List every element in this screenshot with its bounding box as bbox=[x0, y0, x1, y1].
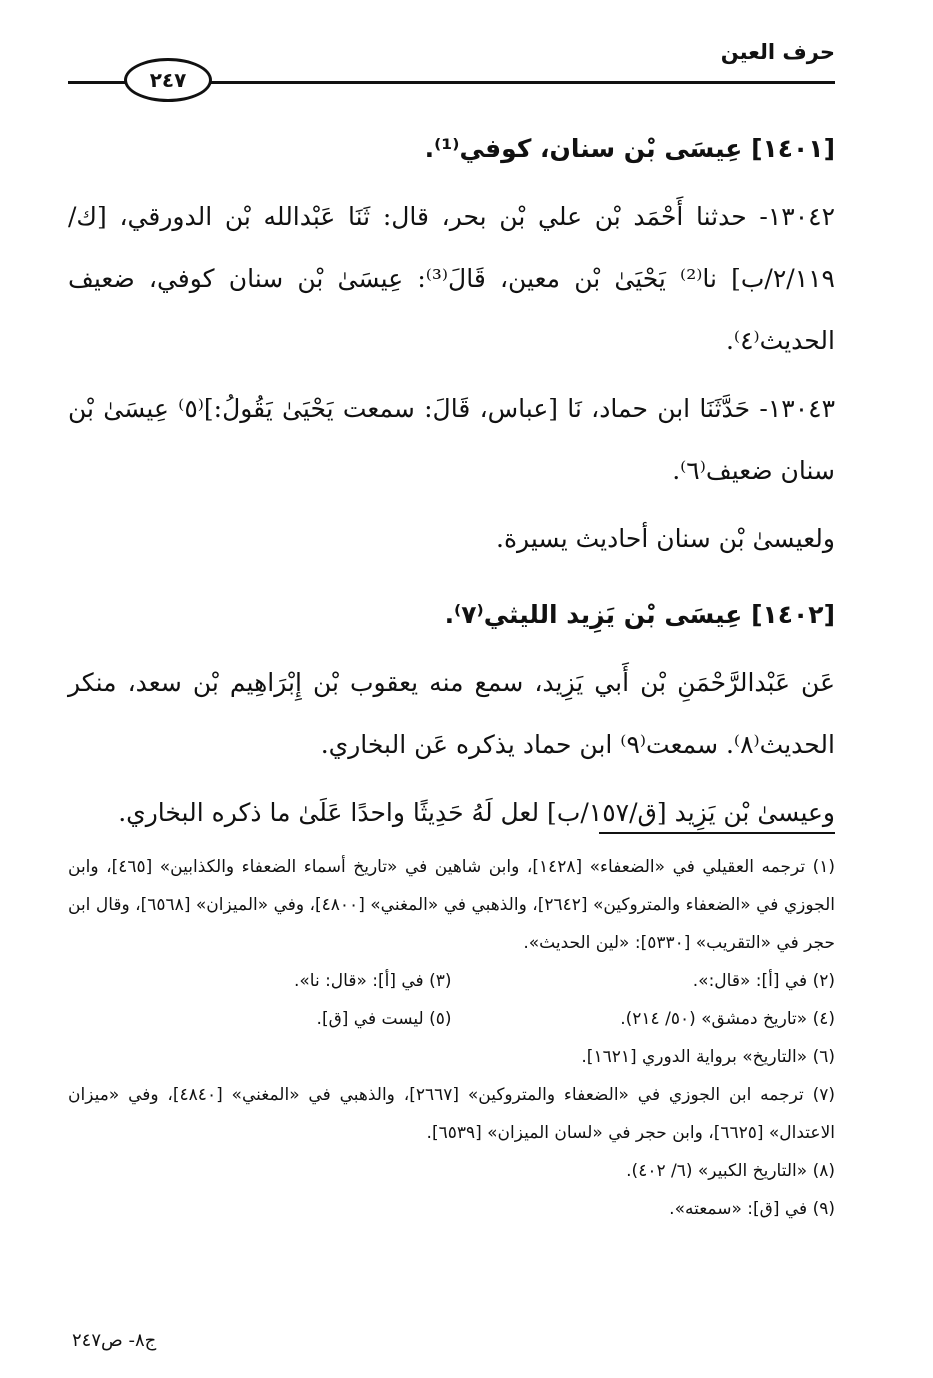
main-text bbox=[68, 118, 835, 844]
footnote-1: (١) ترجمه العقيلي في «الضعفاء» [١٤٢٨]، وابن شاهين في «تاريخ أسماء الضعفاء والكذابين» [٤٦٥]، وابن الجوزي في «الضعفاء والمتروكين» [٢٦٤٢]، والذهبي في «المغني» [٤٨٠٠]، وفي «الميزان» [٦٥٦٨]، وقال ابن حجر في «التقريب» [٥٣٣٠]: «لين الحديث». bbox=[68, 857, 835, 953]
footnote-row-2-3 bbox=[68, 962, 835, 1000]
narration-13043: ١٣٠٤٣- حَدَّثَنَا ابن حماد، نَا [عباس، قَالَ: سمعت يَحْيَىٰ يَقُولُ:]⁽٥⁾ عِيسَىٰ بْن سنان ضعيف⁽٦⁾. bbox=[68, 394, 835, 485]
footnote-5: (٥) ليست في [ق]. bbox=[316, 1009, 452, 1029]
volume-page-reference: ج٨- ص٢٤٧ bbox=[72, 1330, 157, 1351]
entry-note-1401: ولعيسىٰ بْن سنان أحاديث يسيرة. bbox=[496, 524, 835, 553]
page-number: ٢٤٧ bbox=[149, 68, 187, 92]
footnote-8: (٨) «التاريخ الكبير» (٦/ ٤٠٢). bbox=[626, 1161, 835, 1181]
entry-note-1402: وعيسىٰ بْن يَزِيد [ق/١٥٧/ب] لعل لَهُ حَدِيثًا واحدًا عَلَىٰ ما ذكره البخاري. bbox=[118, 798, 835, 827]
footnote-6: (٦) «التاريخ» برواية الدوري [١٦٢١]. bbox=[581, 1047, 835, 1067]
entry-heading-1401: [١٤٠١] عِيسَى بْن سنان، كوفي⁽¹⁾. bbox=[424, 134, 835, 163]
footnote-rule bbox=[599, 832, 835, 834]
section-header-title: حرف العين bbox=[720, 40, 835, 64]
footnote-9: (٩) في [ق]: «سمعته». bbox=[669, 1199, 835, 1219]
footnote-row-4-5 bbox=[68, 1000, 835, 1038]
entry-text-1402: عَن عَبْدالرَّحْمَنِ بْن أَبي يَزِيد، سمع منه يعقوب بْن إِبْرَاهِيم بْن سعد، منكر الحديث⁽٨⁾. سمعت⁽٩⁾ ابن حماد يذكره عَن البخاري. bbox=[68, 668, 835, 759]
page-number-badge bbox=[124, 58, 212, 102]
narration-13042: ١٣٠٤٢- حدثنا أَحْمَد بْن علي بْن بحر، قال: ثَنَا عَبْدالله بْن الدورقي، [ك/٢/١١٩/ب] نا⁽²⁾ يَحْيَىٰ بْن معين، قَالَ⁽³⁾: عِيسَىٰ بْن سنان كوفي، ضعيف الحديث⁽٤⁾. bbox=[68, 202, 835, 355]
footnote-4: (٤) «تاريخ دمشق» (٥٠/ ٢١٤). bbox=[620, 1009, 835, 1029]
footnote-3: (٣) في [أ]: «قال: نا». bbox=[293, 971, 452, 991]
footnote-7: (٧) ترجمه ابن الجوزي في «الضعفاء والمتروكين» [٢٦٦٧]، والذهبي في «المغني» [٤٨٤٠]، وفي «ميزان الاعتدال» [٦٦٢٥]، وابن حجر في «لسان الميزان» [٦٥٣٩]. bbox=[68, 1085, 836, 1143]
footnote-2: (٢) في [أ]: «قال:». bbox=[692, 971, 835, 991]
entry-heading-1402: [١٤٠٢] عِيسَى بْن يَزِيد الليثي⁽٧⁾. bbox=[444, 600, 835, 629]
footnotes bbox=[68, 848, 835, 1228]
